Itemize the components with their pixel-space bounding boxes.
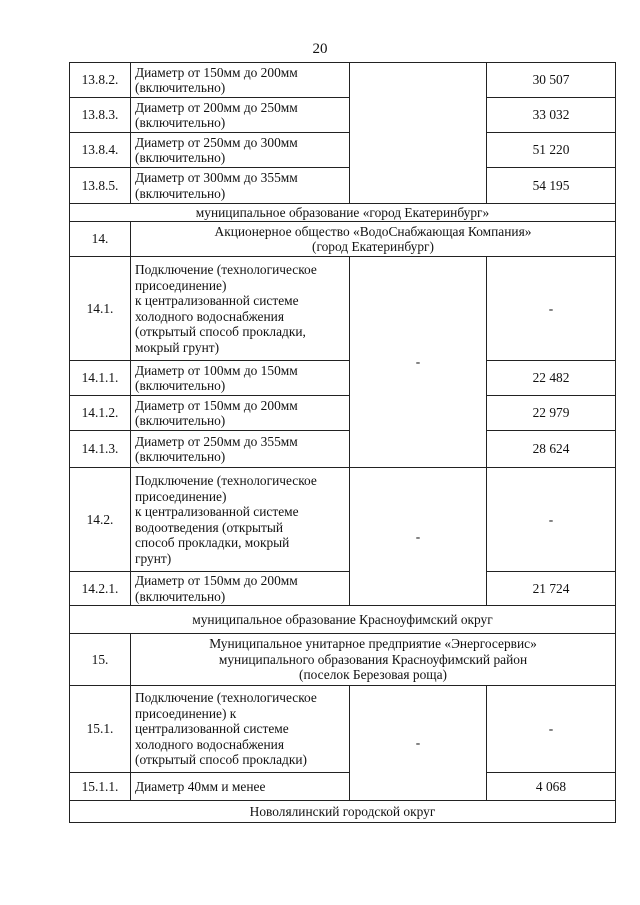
- row-name: Диаметр от 300мм до 355мм (включительно): [131, 168, 350, 204]
- org-number: 14.: [70, 222, 131, 257]
- tariff-table: [69, 62, 616, 823]
- group-number: 14.1.: [70, 257, 131, 361]
- row-number: 13.8.5.: [70, 168, 131, 204]
- table-row: [70, 396, 616, 431]
- row-number: 15.1.1.: [70, 773, 131, 801]
- group-mid-value: -: [350, 468, 487, 606]
- org-number: 15.: [70, 634, 131, 686]
- group-name: Подключение (технологическое присоединение) к централизованной системе водоотведения (открытый способ прокладки, мокрый грунт): [131, 468, 350, 572]
- section-heading: Новолялинский городской округ: [70, 801, 616, 823]
- page-number: 20: [312, 41, 328, 57]
- org-name: Акционерное общество «ВодоСнабжающая Компания» (город Екатеринбург): [131, 222, 616, 257]
- table-row: [70, 773, 616, 801]
- row-value: 4 068: [487, 773, 616, 801]
- row-value: 54 195: [487, 168, 616, 204]
- table-row: [70, 572, 616, 606]
- row-number: 14.1.3.: [70, 431, 131, 468]
- group-number: 15.1.: [70, 686, 131, 773]
- group-name: Подключение (технологическое присоединение) к централизованной системе холодного водоснабжения (открытый способ прокладки, мокрый грунт): [131, 257, 350, 361]
- row-mid-empty: [350, 63, 487, 204]
- row-name: Диаметр от 100мм до 150мм (включительно): [131, 361, 350, 396]
- table-row: [70, 168, 616, 204]
- row-number: 13.8.2.: [70, 63, 131, 98]
- table-row: [70, 98, 616, 133]
- row-value: 21 724: [487, 572, 616, 606]
- row-value: 28 624: [487, 431, 616, 468]
- row-name: Диаметр от 150мм до 200мм (включительно): [131, 63, 350, 98]
- org-row: [70, 222, 616, 257]
- table-row: [70, 63, 616, 98]
- group-row: [70, 257, 616, 361]
- row-value: 22 979: [487, 396, 616, 431]
- group-row: [70, 468, 616, 572]
- row-number: 13.8.4.: [70, 133, 131, 168]
- group-name: Подключение (технологическое присоединение) к централизованной системе холодного водоснабжения (открытый способ прокладки): [131, 686, 350, 773]
- table-row: [70, 361, 616, 396]
- group-mid-value: -: [350, 257, 487, 468]
- row-name: Диаметр 40мм и менее: [131, 773, 350, 801]
- section-row: [70, 606, 616, 634]
- row-value: 33 032: [487, 98, 616, 133]
- row-value: 22 482: [487, 361, 616, 396]
- row-number: 14.1.2.: [70, 396, 131, 431]
- group-value: -: [487, 468, 616, 572]
- org-row: [70, 634, 616, 686]
- group-value: -: [487, 257, 616, 361]
- group-mid-value: -: [350, 686, 487, 801]
- group-value: -: [487, 686, 616, 773]
- row-name: Диаметр от 250мм до 300мм (включительно): [131, 133, 350, 168]
- section-row: [70, 204, 616, 222]
- row-number: 14.2.1.: [70, 572, 131, 606]
- table-row: [70, 431, 616, 468]
- row-number: 14.1.1.: [70, 361, 131, 396]
- group-row: [70, 686, 616, 773]
- section-row: [70, 801, 616, 823]
- row-name: Диаметр от 200мм до 250мм (включительно): [131, 98, 350, 133]
- section-heading: муниципальное образование Красноуфимский округ: [70, 606, 616, 634]
- org-name: Муниципальное унитарное предприятие «Энергосервис» муниципального образования Красноуфимский район (поселок Березовая роща): [131, 634, 616, 686]
- table-row: [70, 133, 616, 168]
- row-value: 51 220: [487, 133, 616, 168]
- row-name: Диаметр от 150мм до 200мм (включительно): [131, 396, 350, 431]
- row-name: Диаметр от 150мм до 200мм (включительно): [131, 572, 350, 606]
- section-heading: муниципальное образование «город Екатеринбург»: [70, 204, 616, 222]
- row-name: Диаметр от 250мм до 355мм (включительно): [131, 431, 350, 468]
- row-number: 13.8.3.: [70, 98, 131, 133]
- group-number: 14.2.: [70, 468, 131, 572]
- row-value: 30 507: [487, 63, 616, 98]
